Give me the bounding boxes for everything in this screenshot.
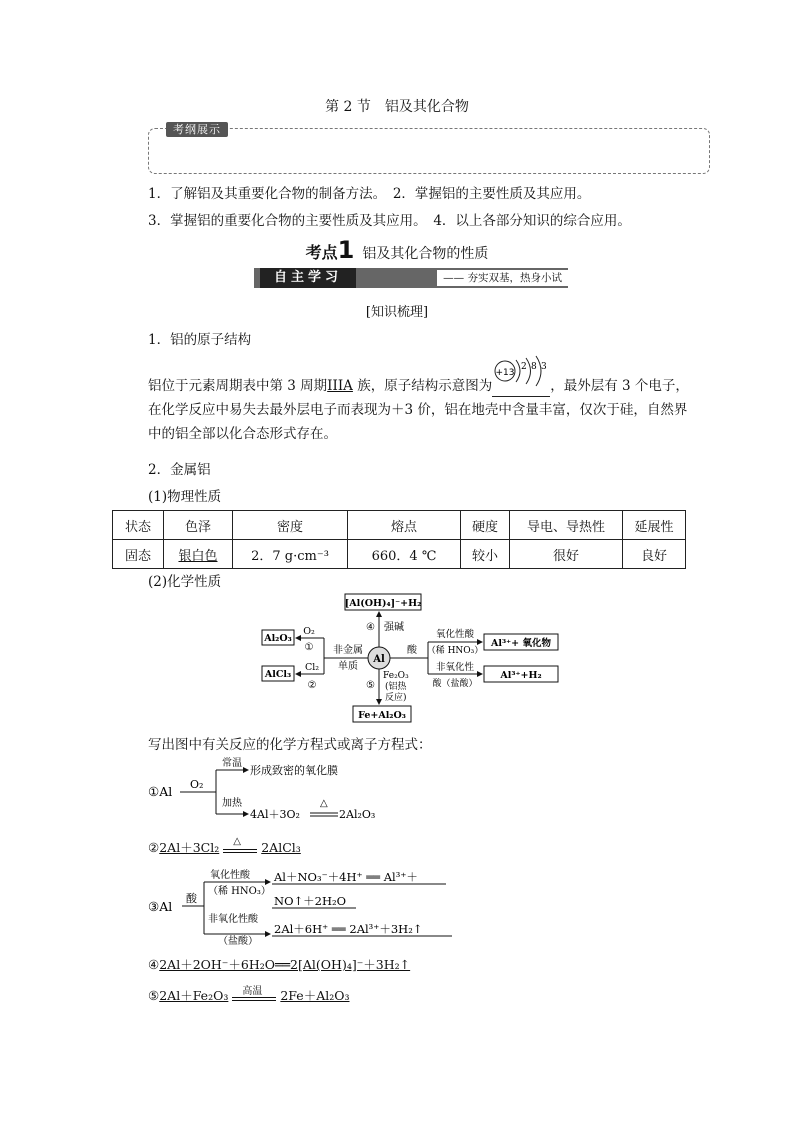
num-5: ⑤: [366, 680, 375, 691]
kaodian-heading: [0, 236, 794, 264]
reagent-cl2: Cl₂: [304, 662, 320, 673]
table-header: 密度: [233, 511, 348, 540]
top-box-text: [Al(OH)₄]⁻+H₂: [344, 598, 422, 609]
eq1-cond1: 常温: [222, 758, 242, 769]
sec1-heading: 1．铝的原子结构: [148, 332, 252, 348]
left-bot-box-text: AlCl₃: [264, 669, 292, 680]
atom-structure-diagram: [490, 354, 554, 390]
eq3-cond-a1: 氧化性酸: [210, 870, 250, 881]
equation-1: [146, 756, 386, 822]
nonmetal-label-2: 单质: [338, 661, 358, 672]
atom-shell: 3: [541, 362, 547, 372]
text: 族，原子结构示意图为: [352, 378, 493, 394]
eq1-cond2: 加热: [222, 798, 242, 809]
equation-5: [148, 986, 350, 1004]
reagent-o2: O₂: [303, 626, 315, 637]
table-header: 色泽: [164, 511, 233, 540]
table-cell: 660．4 ℃: [348, 540, 461, 569]
acid-label: 酸: [407, 645, 417, 656]
nonoxidizing-acid-label: 非氧化性: [435, 662, 475, 673]
eq5-left: 2Al＋Fe₂O₃: [159, 988, 229, 1003]
eq5-num: ⑤: [148, 988, 160, 1003]
eq1-branch1: 形成致密的氧化膜: [250, 764, 338, 777]
eq1-delta: △: [320, 798, 328, 809]
num-4: ④: [366, 622, 375, 633]
top-condition: 强碱: [384, 622, 404, 633]
sec2-sub2: (2)化学性质: [148, 574, 222, 590]
eq3-cond-a2: （稀 HNO₃）: [208, 886, 271, 897]
table-cell: 良好: [623, 540, 686, 569]
eq2-right: 2AlCl₃: [261, 840, 301, 855]
eq3-line-b: 2Al＋6H⁺ ══ 2Al³⁺＋3H₂↑: [274, 922, 423, 936]
eq2-arrow: [219, 835, 261, 856]
page-title: 第 2 节 铝及其化合物: [325, 99, 469, 115]
sec2-heading: 2．金属铝: [148, 462, 211, 478]
eq3-acid: 酸: [186, 892, 197, 905]
kaodian-label: 考点: [305, 243, 338, 262]
atom-shell: 8: [531, 362, 537, 372]
table-row: [113, 540, 686, 569]
eq1-num: ①Al: [148, 784, 173, 799]
table-cell: 银白色: [164, 540, 233, 569]
eq1-branch2-right: 2Al₂O₃: [339, 808, 376, 821]
banner-right: —— 夯实双基，热身小试: [437, 270, 568, 286]
outline-box: [148, 128, 710, 174]
equation-3: [146, 864, 466, 948]
table-header: 导电、导热性: [510, 511, 623, 540]
eq3-cond-b2: （盐酸）: [218, 936, 258, 947]
left-top-box-text: Al₂O₃: [264, 633, 292, 644]
bottom-condition-1: Fe₂O₃: [383, 671, 409, 681]
eq3-line-a1: Al＋NO₃⁻＋4H⁺ ══ Al³⁺＋: [274, 870, 418, 884]
eq1-branch2-left: 4Al＋3O₂: [250, 808, 300, 821]
oxidizing-acid-label-2: （稀 HNO₃）: [426, 646, 484, 656]
right-top-box-text: Al³⁺+ 氧化物: [491, 638, 551, 649]
eq2-num: ②: [148, 840, 160, 855]
table-header-row: [113, 511, 686, 540]
sec1-paragraph-3: 中的铝全部以化合态形式存在。: [148, 426, 337, 442]
eq3-num: ③Al: [148, 899, 173, 914]
section-banner: [254, 268, 568, 288]
equations-intro: 写出图中有关反应的化学方程式或离子方程式：: [148, 737, 432, 753]
aluminum-reaction-diagram: [258, 592, 562, 724]
equation-4: [148, 955, 410, 973]
eq5-arrow: [228, 985, 280, 1004]
sec2-sub1: (1)物理性质: [148, 489, 222, 505]
sec1-paragraph: [148, 375, 708, 397]
kaodian-text: 铝及其化合物的性质: [362, 246, 489, 262]
eq4-num: ④: [148, 957, 160, 972]
al-label: Al: [373, 654, 385, 665]
bottom-condition-3: 反应): [385, 693, 407, 703]
text: 铝位于元素周期表中第 3 周期: [148, 378, 328, 394]
equation-2: [148, 835, 301, 856]
right-bot-box-text: Al³⁺+H₂: [500, 670, 542, 681]
text: ，最外层有 3 个电子，: [550, 378, 689, 394]
eq1-reagent: O₂: [190, 778, 204, 791]
table-cell: 较小: [461, 540, 510, 569]
table-header: 硬度: [461, 511, 510, 540]
table-header: 状态: [113, 511, 164, 540]
eq4-text: 2Al＋2OH⁻＋6H₂O══2[Al(OH)₄]⁻＋3H₂↑: [159, 957, 411, 972]
kaodian-number: 1: [337, 236, 355, 264]
banner-left: 自主学习: [260, 268, 356, 288]
eq5-right: 2Fe＋Al₂O₃: [280, 988, 350, 1003]
atom-shell: 2: [521, 362, 527, 372]
eq5-cond: 高温: [242, 985, 263, 997]
oxidizing-acid-label: 氧化性酸: [435, 629, 475, 640]
eq2-left: 2Al＋3Cl₂: [159, 840, 220, 855]
eq3-line-a2: NO↑＋2H₂O: [274, 894, 347, 908]
group-answer: IIIA: [327, 378, 353, 394]
table-header: 熔点: [348, 511, 461, 540]
num-1: ①: [304, 642, 314, 653]
table-cell: 2．7 g·cm⁻³: [233, 540, 348, 569]
physical-properties-table: [112, 510, 686, 569]
nonmetal-label: 非金属: [333, 645, 363, 656]
sec1-paragraph-2: 在化学反应中易失去最外层电子而表现为＋3 价，铝在地壳中含量丰富，仅次于硅，自然界: [148, 402, 688, 418]
atom-nucleus: +13: [495, 368, 515, 378]
table-cell: 固态: [113, 540, 164, 569]
outline-item: 3．掌握铝的重要化合物的主要性质及其应用。 4．以上各部分知识的综合应用。: [148, 213, 631, 229]
bottom-condition-2: (铝热: [385, 682, 407, 692]
bottom-box-text: Fe+Al₂O₃: [358, 710, 406, 721]
eq2-cond: △: [233, 835, 241, 847]
num-2: ②: [307, 680, 317, 691]
knowledge-heading: [知识梳理]: [365, 305, 429, 320]
outline-item: 1．了解铝及其重要化合物的制备方法。 2．掌握铝的主要性质及其应用。: [148, 186, 591, 202]
outline-tag: 考纲展示: [166, 122, 228, 137]
table-header: 延展性: [623, 511, 686, 540]
eq3-cond-b1: 非氧化性酸: [208, 914, 258, 925]
table-cell: 很好: [510, 540, 623, 569]
nonoxidizing-acid-label-2: 酸（盐酸）: [432, 679, 478, 689]
